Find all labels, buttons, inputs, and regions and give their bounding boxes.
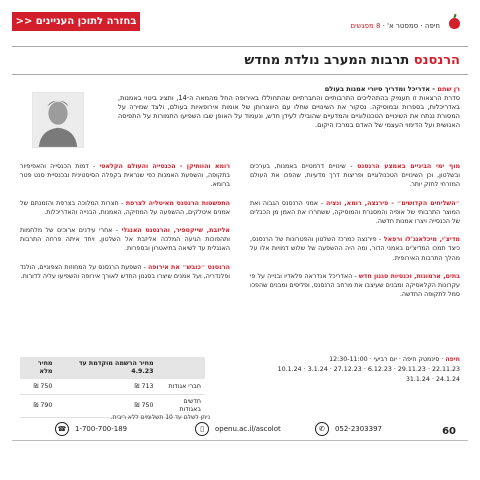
session-item (250, 199, 460, 227)
session-heading: רומא והוותיקן - הכנסייה והעולם הקלאסי (99, 163, 230, 170)
table-row (20, 380, 205, 395)
price-row-label: חדשים באגודות (158, 395, 205, 418)
course-title-rest: תרבות המערב נולדת מחדש (244, 53, 414, 68)
schedule-location (250, 355, 460, 365)
lecturer-bio-text: סדרת הרצאות זו תעמיק בהתהליכים התרבותיים והחברתיים שהתחוללו באירופה החל מהמאה ה-14, ותציג ביטוי באמנות, באדריכלות, בספרות ובמוסיקה. נסקור את השינויים שחלו עם היווצרותן של אומות אירופאיות בעולם, ולצד שמירה על המסורת ננתח את השינויים הטכנולוגיים והמדעיים שהובילו לעידן חדש, ונעמוד על האופן שבו השפיעו התמורות על התפיסה האנושית ועל הדימוי העצמי של האדם במרכז היקום. (118, 94, 461, 130)
page-number: 60 (442, 426, 456, 437)
price-header-early: מחיר הרשמה מוקדמת עד 4.9.23 (56, 357, 157, 380)
course-title-brand: הרנסנס (413, 53, 460, 68)
session-item (250, 162, 460, 190)
session-item (250, 272, 460, 300)
lecturer-name (118, 85, 460, 94)
lecturer-photo (32, 92, 84, 148)
price-early: 713 ₪ (56, 380, 157, 395)
apple-logo-icon (449, 18, 460, 29)
schedule-dates-1: 22.11.23 · 29.11.23 · 6.12.23 · 27.12.23 · 3.1.24 · 10.1.24 (277, 366, 460, 373)
hotline-number: 1-700-700-189 (75, 425, 128, 433)
session-item (20, 263, 230, 281)
session-text: - השפעת הרנסנס על המחוזות הצפוניים, הולנד ופלנדריה, ועל אמנים שיצרו בסגנון החדש לאורך אירופה והשפיעו עליה לדורות. (20, 263, 230, 280)
sessions-column-left (20, 162, 230, 290)
session-heading: בתים, ארמונות, וכנסיות סגנון חדש (358, 272, 460, 280)
session-text: - שינויים דרמטיים באמנות, בערכים ובשלטון, וכן השינויים הטכנולוגיים ופריצות דרך מדעיות, שהפכו את העולם המזרחי לחזק יותר. (250, 163, 460, 189)
session-text: - האדריכל אנדראה פלאדיו ובנייה על פי עקרונות הקלאסיקה ומבנים שעיצבו את מרחב הרנסנס, ופליסים ומבנים שהפכו סמל לתקופה החדשה. (250, 272, 460, 299)
website-link[interactable] (195, 422, 281, 436)
whatsapp-icon: ✆ (315, 422, 329, 436)
title-divider-top (12, 46, 468, 47)
session-heading: ״השליחים הקדושים״ - פירנצה, רומא, ונציה (325, 199, 460, 207)
sessions-column-right (250, 162, 460, 308)
breadcrumb-location: חיפה · סמסטר א' · (380, 22, 440, 30)
phone-icon: ☎ (55, 422, 69, 436)
session-text: - חצרות המלוכה בצרפת והזמנתם של אמנים איטלקים, ההשפעה על המוזיקה, האמנות, הבנייה והאדריכלות. (20, 199, 230, 216)
price-table-header-row (20, 357, 205, 380)
phone-number: 052-2303397 (334, 425, 382, 433)
price-table (20, 357, 205, 418)
payment-note: ניתן לשלם עד 10 תשלומים ללא ריבית. (110, 414, 210, 421)
session-heading: התפשטות הרנסנס מאיטליה לצרפת (125, 199, 230, 207)
session-text: - פירנצה כמרכז השלטון והפטרונות של הרנסנס, כיצד תמכו המדיצ'ים באמני הדור, ומה היה ההשפעה של שלוש דמויות אלו על מהלך התרבות האירופית. (250, 236, 460, 262)
session-heading: הרנסנס ״כובש״ את אירופה (147, 263, 230, 271)
schedule-info (250, 355, 460, 385)
back-to-contents-button[interactable]: בחזרה לתוכן העניינים << (12, 12, 140, 31)
breadcrumb-sessions: 8 מפגשים (350, 22, 381, 30)
session-item (250, 235, 460, 263)
lecturer-name-main: רן שחם (437, 85, 460, 93)
price-header-label (158, 357, 205, 380)
course-title (20, 52, 460, 70)
price-full: 790 ₪ (20, 395, 56, 418)
breadcrumb (351, 22, 440, 30)
session-heading: אליזבת, שייקספיר, והרנסנס האנגלי (121, 227, 230, 235)
session-item (20, 199, 230, 217)
title-divider-bottom (12, 74, 468, 75)
price-full: 750 ₪ (20, 380, 56, 395)
price-row-label: חברי אגודות (158, 380, 205, 395)
session-item (20, 162, 230, 190)
price-early: 750 ₪ (56, 395, 157, 418)
mouse-icon: ▯ (195, 422, 209, 436)
schedule-city: חיפה (445, 356, 460, 363)
lecturer-bio (118, 85, 460, 130)
lecturer-role: - אדריכל ומדריך סיורי אמנות בעולם (324, 85, 438, 93)
session-text: - אמני הרנסנס הגבוה ואת המוצר התרבותי של אופיה והמסגרת והמוסיקה, ששחררו את האמן מן הכבלים של הכנסייה ויצרו אמנות חדשה. (250, 199, 460, 226)
schedule-details: · סינמטק חיפה · יום רביעי · 12:30-11:00 (329, 356, 446, 363)
session-text: - דמות הכנסייה והאפיפיור בתקופה, והשפעת האמנות כפי שנראית בקפלה הסיסטינית ובכנסיית סנט פטר ברומא. (20, 163, 230, 189)
price-header-full: מחיר מלא (20, 357, 56, 380)
session-item (20, 226, 230, 254)
session-heading: מוף ימי הביניים באמצע הרנסנס (357, 163, 460, 170)
portrait-image (33, 93, 83, 147)
session-text: - אחרי עידנים ארוכים של מלחמות ותהפוכות הגיעה המלכה אליזבת אל השלטון, ויחד איתה פרחה התרבות האנגלית עד לשיאה בתיאטרון ובספרות. (20, 227, 230, 253)
hotline-contact[interactable] (55, 422, 127, 436)
schedule-dates-2: 24.1.24 · 31.1.24 (405, 376, 460, 383)
website-url: openu.ac.il/ascolot (215, 425, 281, 433)
footer-divider (12, 440, 468, 441)
session-heading: מדיצ'י, מיכלאנג'לו ורפאל (383, 236, 460, 244)
phone-contact[interactable] (315, 422, 382, 436)
